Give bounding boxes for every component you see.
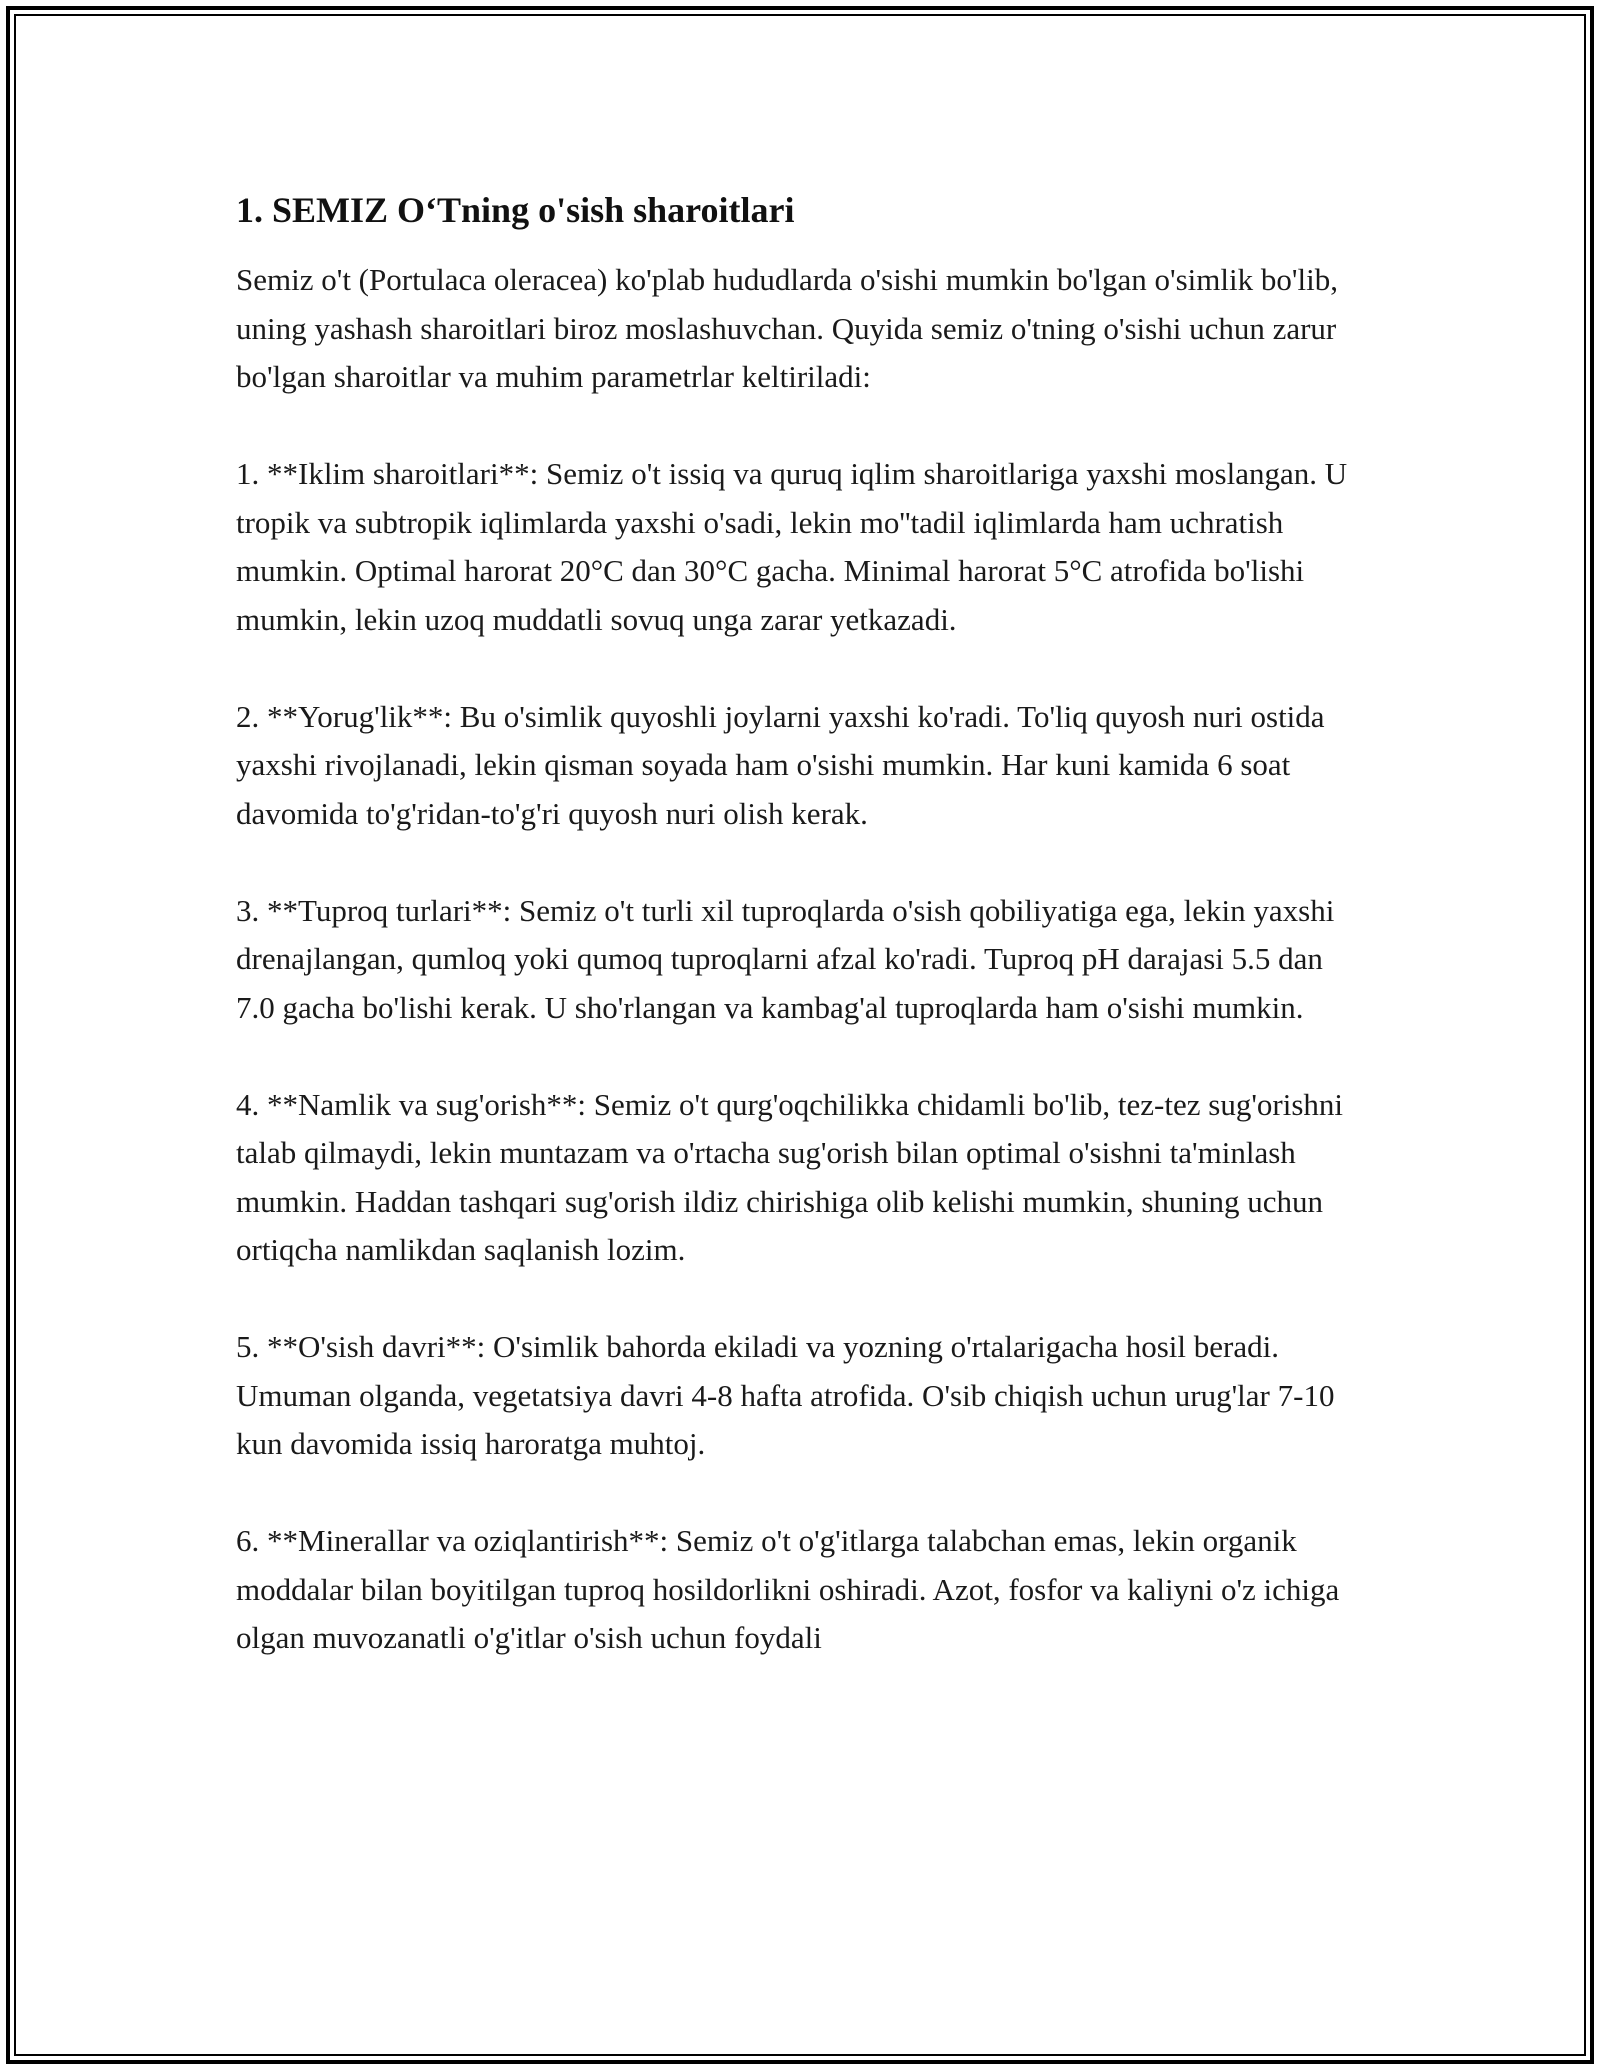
paragraph-climate: 1. **Iklim sharoitlari**: Semiz o't issiq va quruq iqlim sharoitlariga yaxshi moslangan. U tropik va subtropik iqlimlarda yaxshi o'sadi, lekin mo''tadil iqlimlarda ham uchratish mumkin. Optimal harorat 20°C dan 30°C gacha. Minimal harorat 5°C atrofida bo'lishi mumkin, lekin uzoq muddatli sovuq unga zarar yetkazadi. — [236, 456, 1348, 637]
paragraph-light: 2. **Yorug'lik**: Bu o'simlik quyoshli joylarni yaxshi ko'radi. To'liq quyosh nuri ostida yaxshi rivojlanadi, lekin qisman soyada ham o'sishi mumkin. Har kuni kamida 6 soat davomida to'g'ridan-to'g'ri quyosh nuri olish kerak. — [236, 698, 1325, 831]
paragraph-watering: 4. **Namlik va sug'orish**: Semiz o't qurg'oqchilikka chidamli bo'lib, tez-tez sug'orishni talab qilmaydi, lekin muntazam va o'rtacha sug'orish bilan optimal o'sishni ta'minlash mumkin. Haddan tashqari sug'orish ildiz chirishiga olib kelishi mumkin, shuning uchun ortiqcha namlikdan saqlanish lozim. — [236, 1086, 1344, 1267]
document-title: 1. SEMIZ O‘Tning o'sish sharoitlari — [236, 190, 795, 230]
paragraph-nutrition: 6. **Minerallar va oziqlantirish**: Semiz o't o'g'itlarga talabchan emas, lekin organik moddalar bilan boyitilgan tuproq hosildorlikni oshiradi. Azot, fosfor va kaliyni o'z ichiga olgan muvozanatli o'g'itlar o'sish uchun foydali — [236, 1523, 1340, 1655]
paragraph-intro: Semiz o't (Portulaca oleracea) ko'plab hududlarda o'sishi mumkin bo'lgan o'simlik bo'lib, uning yashash sharoitlari biroz moslashuvchan. Quyida semiz o'tning o'sishi uchun zarur bo'lgan sharoitlar va muhim parametrlar keltiriladi: — [236, 262, 1338, 394]
paragraph-soil: 3. **Tuproq turlari**: Semiz o't turli xil tuproqlarda o'sish qobiliyatiga ega, lekin yaxshi drenajlangan, qumloq yoki qumoq tuproqlarni afzal ko'radi. Tuproq pH darajasi 5.5 dan 7.0 gacha bo'lishi kerak. U sho'rlangan va kambag'al tuproqlarda ham o'sishi mumkin. — [236, 892, 1335, 1025]
document-body — [236, 186, 1366, 1711]
paragraph-growth-period: 5. **O'sish davri**: O'simlik bahorda ekiladi va yozning o'rtalarigacha hosil beradi. Umuman olganda, vegetatsiya davri 4-8 hafta atrofida. O'sib chiqish uchun urug'lar 7-10 kun davomida issiq haroratga muhtoj. — [236, 1329, 1335, 1461]
